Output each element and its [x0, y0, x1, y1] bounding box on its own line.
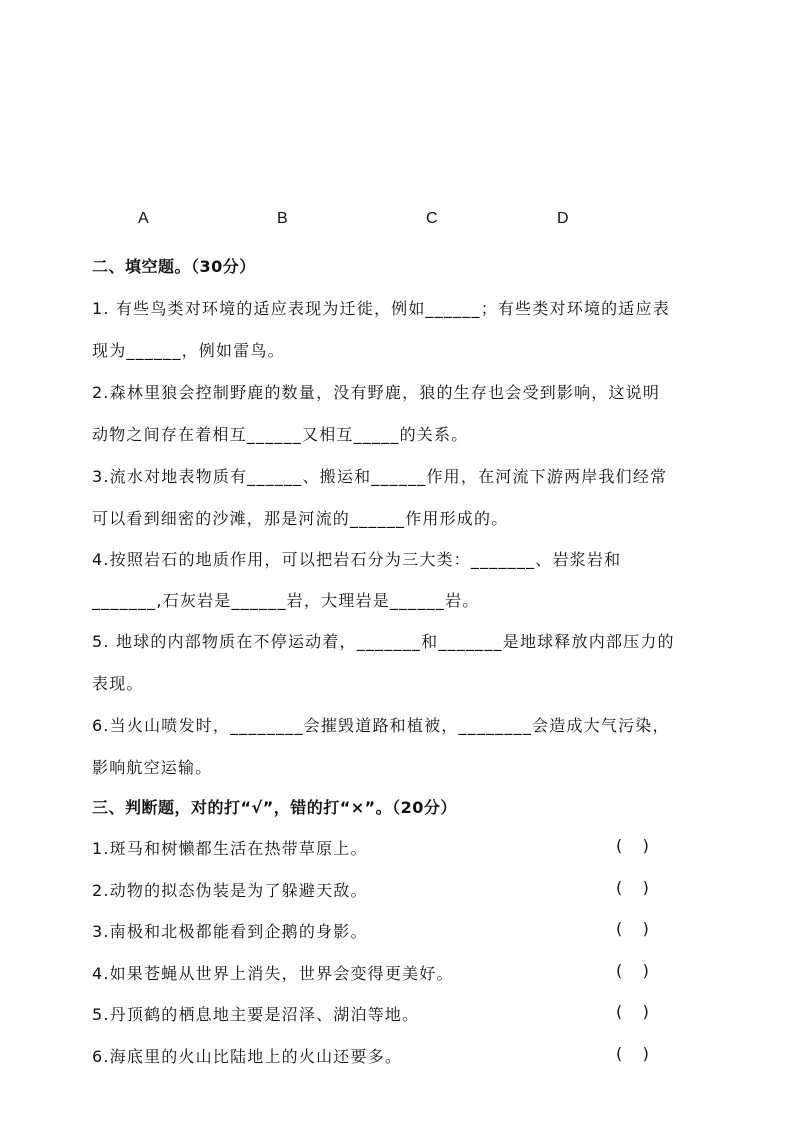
answer-parentheses[interactable]: ( )	[616, 919, 649, 938]
option-b-label: B	[277, 210, 288, 227]
answer-parentheses[interactable]: ( )	[616, 1044, 649, 1063]
judge-item-text: 4.如果苍蝇从世界上消失，世界会变得更美好。	[92, 964, 454, 983]
judge-item-text: 1.斑马和树懒都生活在热带草原上。	[92, 839, 368, 858]
judge-item-3	[92, 919, 672, 943]
fill-line-12: 影响航空运输。	[92, 758, 213, 777]
fill-line-6: 可以看到细密的沙滩，那是河流的______作用形成的。	[92, 509, 509, 528]
option-d-label: D	[557, 210, 569, 227]
judge-item-text: 6.海底里的火山比陆地上的火山还要多。	[92, 1047, 403, 1066]
judge-item-text: 3.南极和北极都能看到企鹅的身影。	[92, 922, 368, 941]
fill-line-8: _______,石灰岩是______岩，大理岩是______岩。	[92, 591, 480, 610]
fill-line-3: 2.森林里狼会控制野鹿的数量，没有野鹿，狼的生存也会受到影响，这说明	[92, 383, 661, 402]
judge-item-5	[92, 1002, 672, 1026]
fill-line-5: 3.流水对地表物质有______、搬运和______作用，在河流下游两岸我们经常	[92, 467, 668, 486]
judge-item-4	[92, 961, 672, 985]
fill-line-10: 表现。	[92, 674, 144, 693]
answer-options-row	[0, 210, 794, 234]
fill-line-9: 5. 地球的内部物质在不停运动着，_______和_______是地球释放内部压力的	[92, 632, 675, 651]
answer-parentheses[interactable]: ( )	[616, 961, 649, 980]
answer-parentheses[interactable]: ( )	[616, 1002, 649, 1021]
option-a-label: A	[138, 210, 149, 227]
fill-line-2: 现为______，例如雷鸟。	[92, 341, 285, 360]
fill-line-1: 1. 有些鸟类对环境的适应表现为迁徙，例如______；有些类对环境的适应表	[92, 299, 670, 318]
answer-parentheses[interactable]: ( )	[616, 878, 649, 897]
judge-item-text: 5.丹顶鹤的栖息地主要是沼泽、湖泊等地。	[92, 1005, 420, 1024]
section3-title: 三、判断题，对的打“√”，错的打“×”。（20分）	[92, 798, 457, 817]
fill-line-11: 6.当火山喷发时，________会摧毁道路和植被，________会造成大气污染，	[92, 716, 670, 735]
judge-item-1	[92, 836, 672, 860]
fill-line-7: 4.按照岩石的地质作用，可以把岩石分为三大类：_______、岩浆岩和	[92, 550, 622, 569]
fill-line-4: 动物之间存在着相互______又相互_____的关系。	[92, 425, 469, 444]
option-c-label: C	[426, 210, 438, 227]
section2-title: 二、填空题。（30分）	[92, 257, 256, 276]
judge-item-text: 2.动物的拟态伪装是为了躲避天敌。	[92, 881, 368, 900]
judge-item-6	[92, 1044, 672, 1068]
answer-parentheses[interactable]: ( )	[616, 836, 649, 855]
judge-item-2	[92, 878, 672, 902]
